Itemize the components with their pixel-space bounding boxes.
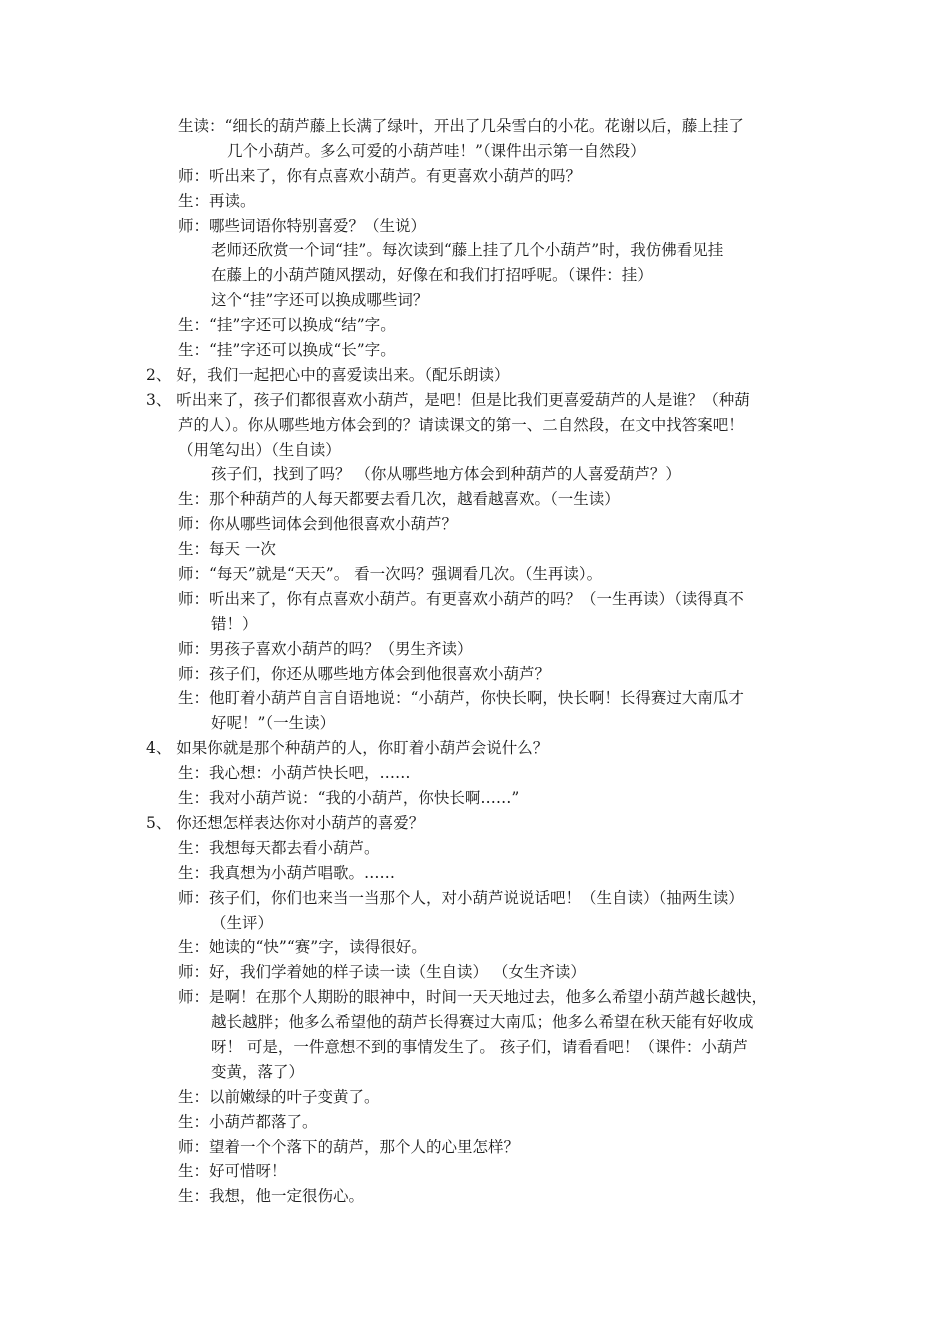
text-line: 变黄，落了）	[211, 1062, 305, 1081]
text-line: 老师还欣赏一个词“挂”。每次读到“藤上挂了几个小葫芦”时，我仿佛看见挂	[211, 241, 724, 260]
text-line: 生：我对小葫芦说：“我的小葫芦，你快长啊……”	[178, 789, 520, 808]
text-line: 生：她读的“快”“赛”字，读得很好。	[178, 938, 427, 957]
text-line: 芦的人）。你从哪些地方体会到的？请读课文的第一、二自然段，在文中找答案吧！	[178, 415, 744, 434]
text-line: 师：哪些词语你特别喜爱？（生说）	[178, 216, 427, 235]
text-line: 师：听出来了，你有点喜欢小葫芦。有更喜欢小葫芦的吗？	[178, 166, 582, 185]
text-line: 生：小葫芦都落了。	[178, 1112, 318, 1131]
text-line: 师：望着一个个落下的葫芦，那个人的心里怎样？	[178, 1137, 520, 1156]
text-line: 4、 如果你就是那个种葫芦的人，你盯着小葫芦会说什么？	[146, 739, 549, 758]
text-line: 生：“挂”字还可以换成“结”字。	[178, 316, 396, 335]
text-line: 师：孩子们，你还从哪些地方体会到他很喜欢小葫芦？	[178, 664, 551, 683]
text-line: 师：你从哪些词体会到他很喜欢小葫芦？	[178, 515, 458, 534]
text-line: 生：他盯着小葫芦自言自语地说：“小葫芦，你快长啊，快长啊！长得赛过大南瓜才	[178, 689, 744, 708]
text-line: 师：孩子们，你们也来当一当那个人，对小葫芦说说话吧！（生自读）（抽两生读）	[178, 888, 744, 907]
text-line: 师：是啊！在那个人期盼的眼神中，时间一天天地过去，他多么希望小葫芦越长越快，	[178, 988, 768, 1007]
text-line: 师：男孩子喜欢小葫芦的吗？（男生齐读）	[178, 639, 473, 658]
text-line: 师：好，我们学着她的样子读一读（生自读） （女生齐读）	[178, 963, 586, 982]
text-line: 生：每天 一次	[178, 540, 276, 559]
document-page	[0, 114, 950, 1209]
text-line: 生：我想每天都去看小葫芦。	[178, 838, 380, 857]
text-line: 呀！ 可是，一件意想不到的事情发生了。 孩子们，请看看吧！（课件：小葫芦	[211, 1037, 748, 1056]
text-line: 在藤上的小葫芦随风摆动，好像在和我们打招呼呢。（课件：挂）	[211, 266, 653, 285]
text-line: 孩子们，找到了吗？ （你从哪些地方体会到种葫芦的人喜爱葫芦？）	[211, 465, 681, 484]
text-line: 生：那个种葫芦的人每天都要去看几次，越看越喜欢。（一生读）	[178, 490, 620, 509]
text-line: 生：我想，他一定很伤心。	[178, 1187, 365, 1206]
text-line: 生：“挂”字还可以换成“长”字。	[178, 341, 396, 360]
text-line: 3、 听出来了，孩子们都很喜欢小葫芦，是吧！但是比我们更喜爱葫芦的人是谁？（种葫	[146, 390, 750, 409]
text-line: 生：我真想为小葫芦唱歌。……	[178, 863, 396, 882]
text-line: 5、 你还想怎样表达你对小葫芦的喜爱？	[146, 813, 425, 832]
text-line: 生：以前嫩绿的叶子变黄了。	[178, 1087, 380, 1106]
text-line: 师：“每天”就是“天天”。 看一次吗？强调看几次。（生再读）。	[178, 565, 603, 584]
text-line: 好呢！”（一生读）	[211, 714, 336, 733]
text-line: 这个“挂”字还可以换成哪些词？	[211, 291, 429, 310]
text-line: 生：再读。	[178, 191, 256, 210]
text-line: 错！）	[211, 614, 258, 633]
text-line: 越长越胖；他多么希望他的葫芦长得赛过大南瓜；他多么希望在秋天能有好收成	[211, 1013, 754, 1032]
text-line: 2、 好，我们一起把心中的喜爱读出来。（配乐朗读）	[146, 365, 510, 384]
text-line: （生评）	[211, 913, 274, 932]
text-line: 几个小葫芦。多么可爱的小葫芦哇！”（课件出示第一自然段）	[227, 141, 646, 160]
text-line: 生：我心想：小葫芦快长吧，……	[178, 764, 411, 783]
text-line: （用笔勾出）（生自读）	[178, 440, 341, 459]
text-line: 生：好可惜呀！	[178, 1162, 287, 1181]
text-line: 生读：“细长的葫芦藤上长满了绿叶，开出了几朵雪白的小花。花谢以后，藤上挂了	[178, 117, 744, 135]
text-line: 师：听出来了，你有点喜欢小葫芦。有更喜欢小葫芦的吗？（一生再读）（读得真不	[178, 589, 744, 608]
